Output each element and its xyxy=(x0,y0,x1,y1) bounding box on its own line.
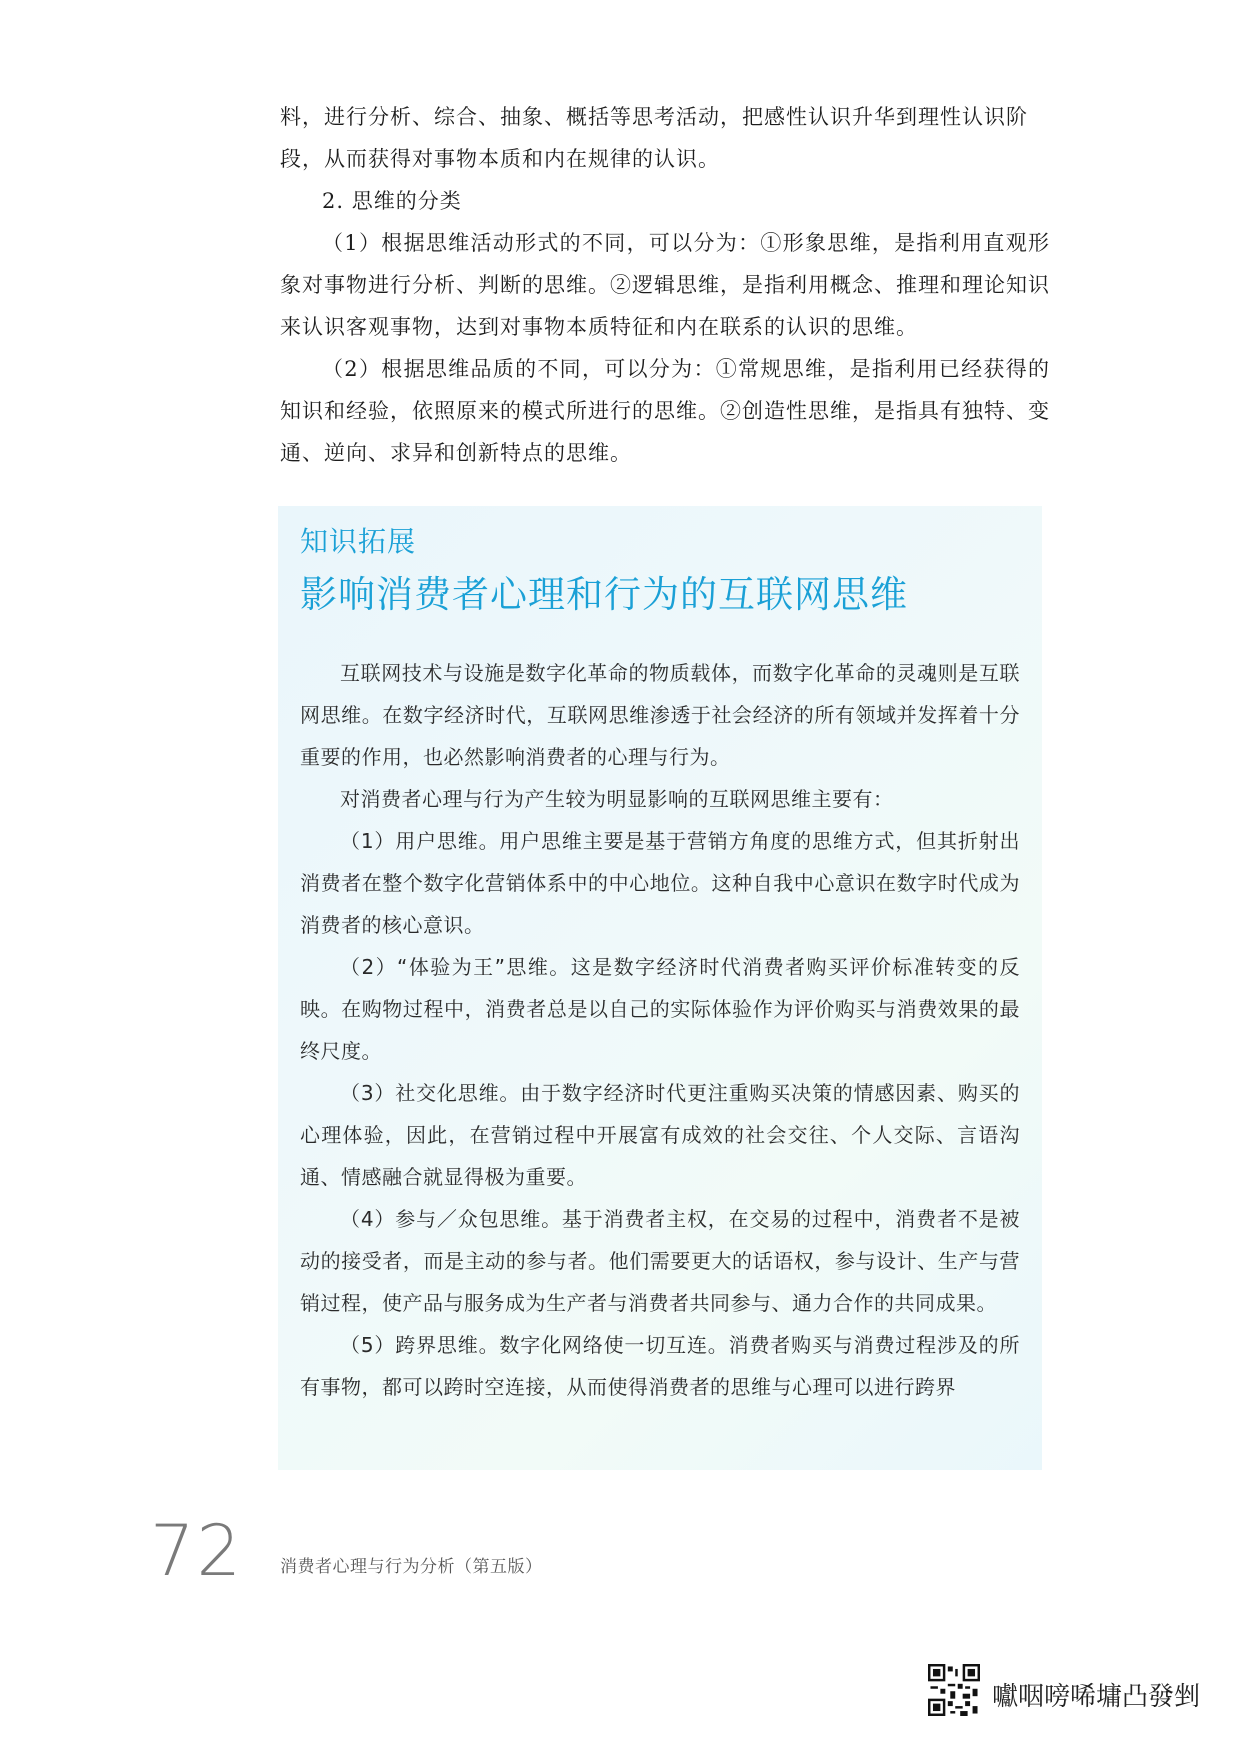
page-number: 72 xyxy=(150,1510,244,1592)
paragraph-classification-form: （1）根据思维活动形式的不同，可以分为：①形象思维，是指利用直观形象对事物进行分析、判断的思维。②逻辑思维，是指利用概念、推理和理论知识来认识客观事物，达到对事物本质特征和内在联系的认识的思维。 xyxy=(280,231,1050,339)
paragraph-classification-quality: （2）根据思维品质的不同，可以分为：①常规思维，是指利用已经获得的知识和经验，依照原来的模式所进行的思维。②创造性思维，是指具有独特、变通、逆向、求异和创新特点的思维。 xyxy=(280,357,1050,465)
box-label: 知识拓展 xyxy=(300,525,417,558)
box-title: 影响消费者心理和行为的互联网思维 xyxy=(300,573,908,616)
qr-code-icon xyxy=(928,1664,980,1716)
section-heading: 2. 思维的分类 xyxy=(322,189,462,213)
box-paragraph: 互联网技术与设施是数字化革命的物质载体，而数字化革命的灵魂则是互联网思维。在数字经济时代，互联网思维渗透于社会经济的所有领域并发挥着十分重要的作用，也必然影响消费者的心理与行为。 xyxy=(300,661,1020,769)
paragraph-line: 料，进行分析、综合、抽象、概括等思考活动，把感性认识升华到理性认识阶 xyxy=(280,105,1028,129)
box-paragraph: （3）社交化思维。由于数字经济时代更注重购买决策的情感因素、购买的心理体验，因此，在营销过程中开展富有成效的社会交往、个人交际、言语沟通、情感融合就显得极为重要。 xyxy=(300,1081,1020,1189)
knowledge-extension-box xyxy=(278,506,1042,1470)
box-paragraph: 对消费者心理与行为产生较为明显影响的互联网思维主要有： xyxy=(340,787,894,811)
watermark-text: 囐咽嗙唏墉凸發剉 xyxy=(992,1682,1201,1712)
running-footer-title: 消费者心理与行为分析（第五版） xyxy=(280,1557,543,1577)
paragraph-continued xyxy=(280,96,1050,180)
main-text xyxy=(280,96,1050,474)
paragraph-line: 段，从而获得对事物本质和内在规律的认识。 xyxy=(280,147,720,171)
box-content xyxy=(300,652,1020,1408)
box-paragraph: （4）参与／众包思维。基于消费者主权，在交易的过程中，消费者不是被动的接受者，而是主动的参与者。他们需要更大的话语权，参与设计、生产与营销过程，使产品与服务成为生产者与消费者共同参与、通力合作的共同成果。 xyxy=(300,1207,1020,1315)
box-paragraph: （2）“体验为王”思维。这是数字经济时代消费者购买评价标准转变的反映。在购物过程中，消费者总是以自己的实际体验作为评价购买与消费效果的最终尺度。 xyxy=(300,955,1020,1063)
box-paragraph: （1）用户思维。用户思维主要是基于营销方角度的思维方式，但其折射出消费者在整个数字化营销体系中的中心地位。这种自我中心意识在数字时代成为消费者的核心意识。 xyxy=(300,829,1020,937)
box-paragraph: （5）跨界思维。数字化网络使一切互连。消费者购买与消费过程涉及的所有事物，都可以跨时空连接，从而使得消费者的思维与心理可以进行跨界 xyxy=(300,1333,1020,1399)
